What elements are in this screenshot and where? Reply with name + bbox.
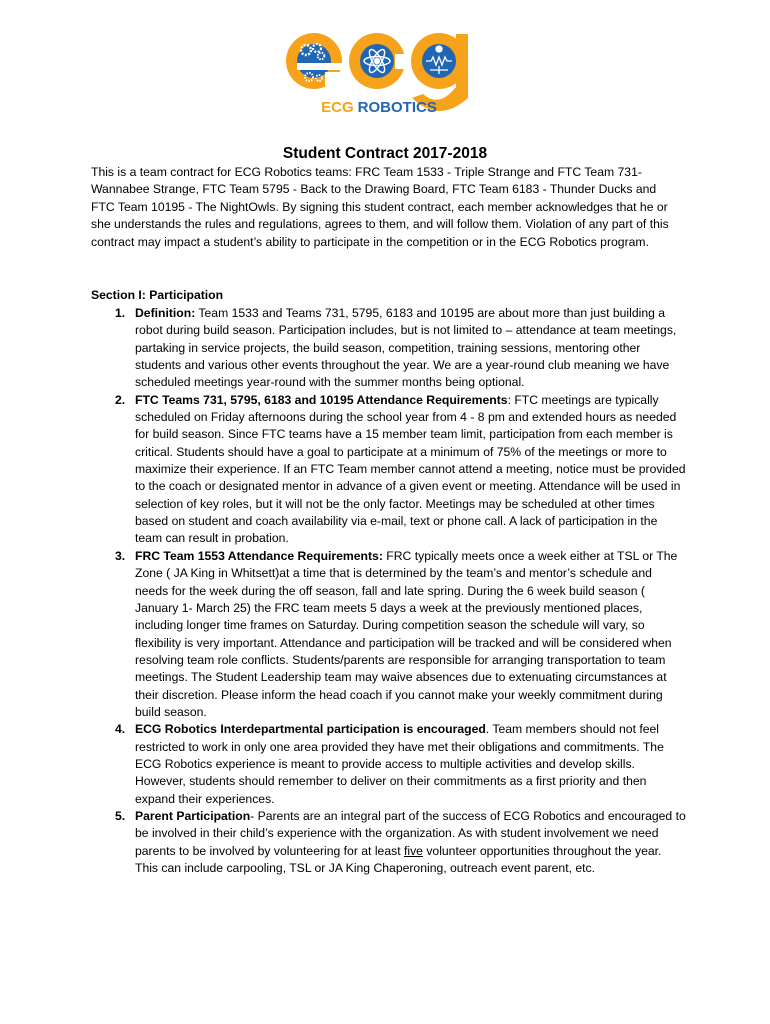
- list-item: [91, 392, 686, 548]
- item-number: 1.: [115, 306, 126, 320]
- item-text: - Parents are an integral part of the success of ECG Robotics and encouraged to be involved in their child’s experience with the organization. As with student involvement we need parents to be involved by volunteering for at least: [135, 808, 686, 858]
- item-text: . Team members should not feel restricted to work in only one area provided they have met their obligations and commitments. The ECG Robotics experience is meant to provide access to multiple activities and develop skills. However, students should remember to deliver on their commitments as a first priority and then expand their experiences.: [135, 722, 664, 806]
- item-lead: Definition:: [135, 306, 196, 320]
- logo-wordmark: ECG ROBOTICS: [321, 99, 437, 116]
- ecg-robotics-logo: [279, 28, 479, 124]
- item-text: FRC typically meets once a week either at TSL or The Zone ( JA King in Whitsett)at a time that is determined by the team’s and mentor’s schedule and needs for the week during the off season, fall and late spring. During the 6 week build season ( January 1- March 25) the FRC team meets 5 days a week at the previously mentioned places, including longer time frames on Saturday. During competition season the schedule will vary, so flexibility is very important. Attendance and participation will be tracked and will be considered when resolving team role conflicts. Students/parents are responsible for arranging transportation to team meetings. The Student Leadership team may waive absences due to extenuating circumstances at their discretion. Please inform the head coach if you cannot make your weekly commitment during build season.: [135, 548, 678, 719]
- list-item: [91, 548, 686, 721]
- list-item: [91, 721, 686, 808]
- underlined-word: five: [403, 843, 423, 858]
- item-number: 3.: [115, 548, 126, 563]
- item-number: 2.: [115, 392, 126, 407]
- item-number: 4.: [115, 722, 126, 737]
- item-lead: FTC Teams 731, 5795, 6183 and 10195 Attendance Requirements: [135, 392, 508, 407]
- item-lead: Parent Participation: [135, 808, 251, 823]
- page-title: Student Contract 2017-2018: [282, 145, 488, 162]
- list-item: [91, 305, 686, 392]
- item-number: 5.: [115, 808, 126, 823]
- section-heading: Section I: Participation: [91, 288, 224, 302]
- item-lead: FRC Team 1553 Attendance Requirements:: [135, 548, 383, 563]
- item-text: : FTC meetings are typically scheduled on Friday afternoons during the school year from 4 - 8 pm and extended hours as needed for build season. Since FTC teams have a 15 member team limit, participation from each member is critical. Students should have a goal to participate at a minimum of 75% of the meetings or more to maximize their experience. If an FTC Team member cannot attend a meeting, notice must be provided to the coach or designated mentor in advance of a given event or meeting. Attendance will be used in selection of key roles, but it will not be the only factor. Meetings may be scheduled at other times based on student and coach availability via e-mail, text or phone call. A lack of participation in the team can result in probation.: [135, 392, 686, 546]
- item-lead: ECG Robotics Interdepartmental participation is encouraged: [135, 722, 486, 737]
- participation-list: [91, 305, 686, 877]
- list-item: [91, 808, 686, 877]
- intro-paragraph: This is a team contract for ECG Robotics teams: FRC Team 1533 - Triple Strange and FTC Team 731-Wannabee Strange, FTC Team 5795 - Back to the Drawing Board, FTC Team 6183 - Thunder Ducks and FTC Team 10195 - The NightOwls. By signing this student contract, each member acknowledges that he or she understands the rules and regulations, agrees to them, and will follow them. Violation of any part of this contract may impact a student’s ability to participate in the competition or in the ECG Robotics program.: [91, 165, 669, 249]
- item-text: volunteer opportunities throughout the year. This can include carpooling, TSL or JA King Chaperoning, outreach event parent, etc.: [135, 843, 662, 875]
- item-text: Team 1533 and Teams 731, 5795, 6183 and 10195 are about more than just building a robot during build season. Participation includes, but is not limited to – attendance at team meetings, partaking in service projects, the build season, competition, training sessions, mentoring other students and various other events throughout the year. We are a year-round club meaning we have scheduled meetings year-round with the summer months being optional.: [135, 306, 677, 390]
